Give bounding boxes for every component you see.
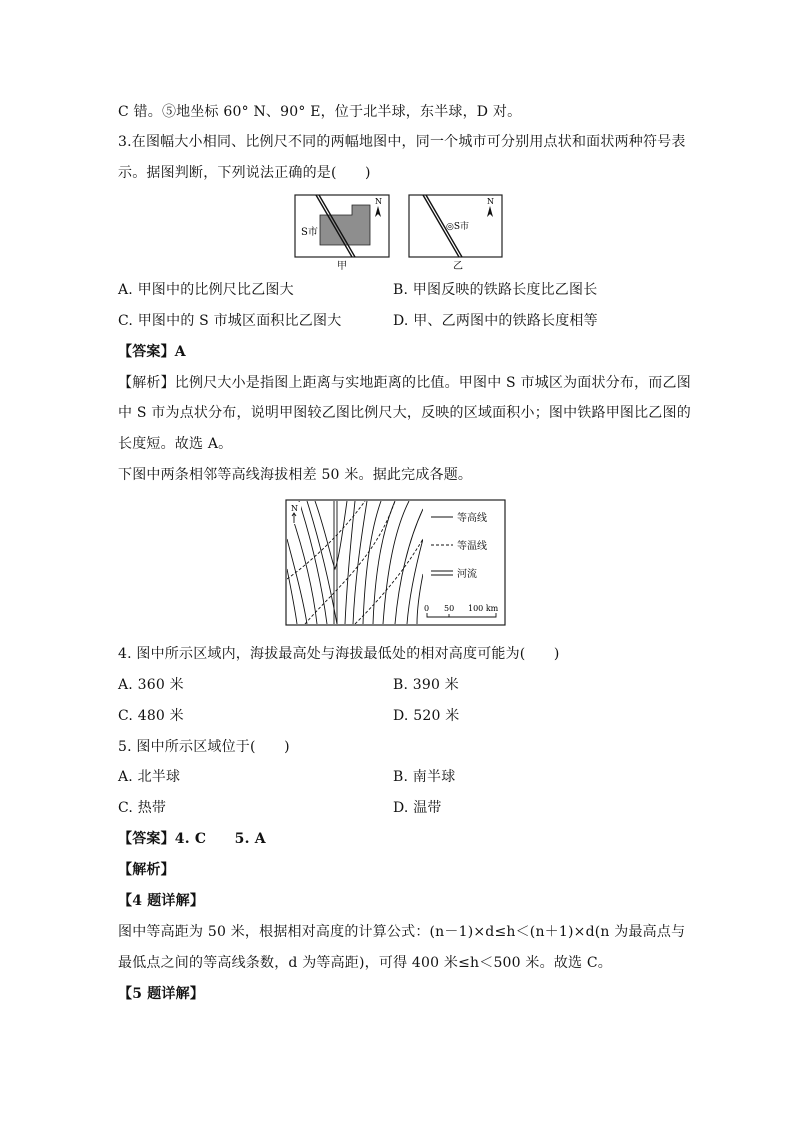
option-5b: B. 南半球 — [393, 769, 456, 785]
option-4c: C. 480 米 — [118, 708, 184, 724]
explanation-heading: 【解析】 — [118, 862, 175, 878]
question-4: 4. 图中所示区域内，海拔最高处与海拔最低处的相对高度可能为( ) — [118, 646, 560, 662]
scale-label-50: 50 — [444, 604, 455, 613]
north-label: N — [291, 504, 298, 513]
answer-3: 【答案】A — [118, 344, 186, 360]
option-5a: A. 北半球 — [118, 769, 181, 785]
text-line: C 错。⑤地坐标 60° N、90° E，位于北半球，东半球，D 对。 — [118, 104, 522, 120]
option-5d: D. 温带 — [393, 800, 442, 816]
option-3b: B. 甲图反映的铁路长度比乙图长 — [393, 282, 598, 298]
question-5: 5. 图中所示区域位于( ) — [118, 739, 290, 755]
detail-4-line-2: 最低点之间的等高线条数，d 为等高距)，可得 400 米≤h＜500 米。故选 C。 — [118, 955, 612, 971]
explanation-3-line-3: 长度短。故选 A。 — [118, 436, 233, 452]
scale-comparison-figure — [290, 192, 506, 272]
option-5c: C. 热带 — [118, 800, 167, 816]
map-jia — [295, 195, 389, 272]
north-label: N — [487, 197, 494, 206]
option-3c: C. 甲图中的 S 市城区面积比乙图大 — [118, 313, 342, 329]
detail-4-line-1: 图中等高距为 50 米，根据相对高度的计算公式：(n－1)×d≤h＜(n＋1)×d(n 为最高点与 — [118, 924, 686, 940]
caption-jia: 甲 — [337, 261, 347, 272]
scale-label-100: 100 km — [468, 604, 499, 613]
question-3-stem: 3.在图幅大小相同、比例尺不同的两幅地图中，同一个城市可分别用点状和面状两种符号表 — [118, 134, 686, 150]
question-3-stem-cont: 示。据图判断，下列说法正确的是( ) — [118, 165, 371, 181]
detail-5-heading: 【5 题详解】 — [118, 986, 205, 1002]
caption-yi: 乙 — [453, 261, 463, 272]
city-label-right: ◎S市 — [446, 222, 470, 232]
option-4b: B. 390 米 — [393, 677, 459, 693]
scale-label-0: 0 — [424, 604, 430, 613]
option-3d: D. 甲、乙两图中的铁路长度相等 — [393, 313, 598, 329]
explanation-3-line-2: 中 S 市为点状分布，说明甲图较乙图比例尺大，反映的区域面积小；图中铁路甲图比乙图的 — [118, 405, 691, 421]
explanation-3-line-1: 【解析】比例尺大小是指图上距离与实地距离的比值。甲图中 S 市城区为面状分布，而乙图 — [118, 375, 691, 391]
legend-contour-label: 等高线 — [457, 513, 487, 524]
contour-map-figure — [285, 499, 507, 627]
legend-isotherm-label: 等温线 — [457, 541, 487, 552]
detail-4-heading: 【4 题详解】 — [118, 893, 205, 909]
option-4a: A. 360 米 — [118, 677, 184, 693]
city-label-left: S市 — [301, 227, 318, 238]
map-yi — [409, 195, 502, 272]
option-3a: A. 甲图中的比例尺比乙图大 — [118, 282, 294, 298]
answer-4-5: 【答案】4. C 5. A — [118, 831, 266, 847]
legend-river-label: 河流 — [457, 569, 477, 580]
option-4d: D. 520 米 — [393, 708, 460, 724]
north-label: N — [375, 197, 382, 206]
intro-questions-4-5: 下图中两条相邻等高线海拔相差 50 米。据此完成各题。 — [118, 467, 473, 483]
